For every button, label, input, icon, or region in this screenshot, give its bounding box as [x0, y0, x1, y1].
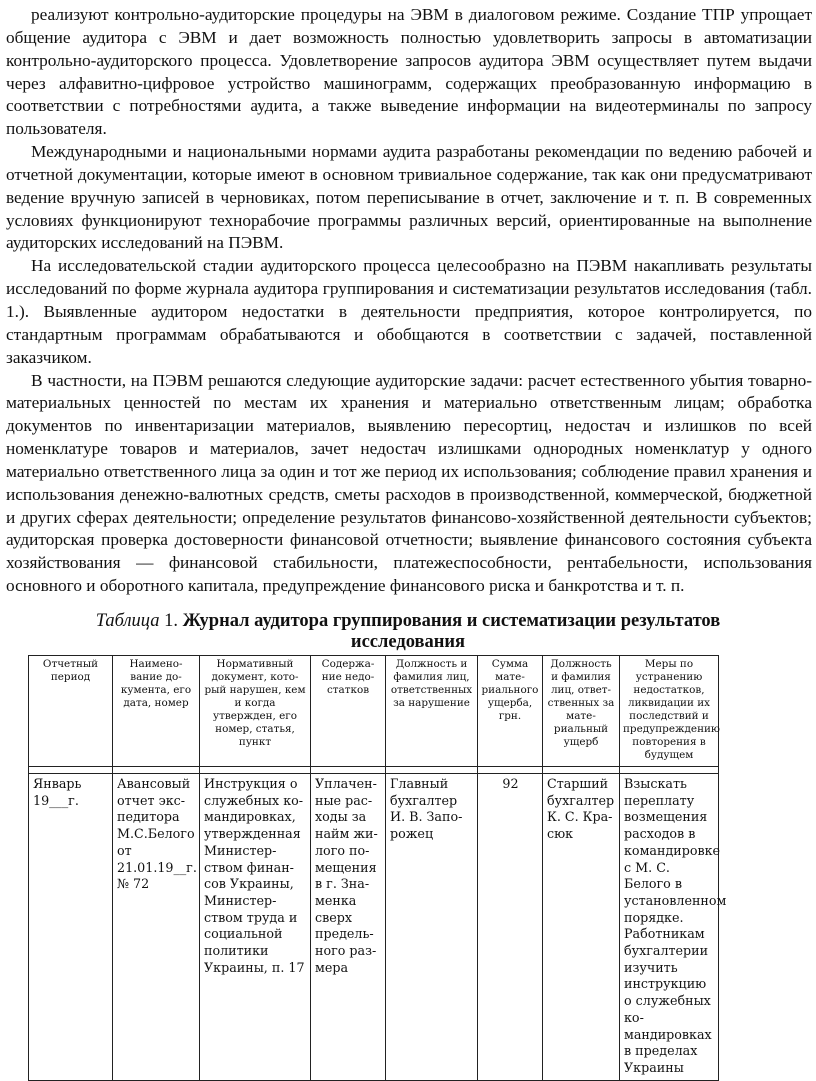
cell-damage-sum: 92 — [478, 774, 543, 1081]
paragraph-audit-tasks: В частности, на ПЭВМ решаются следующие аудиторские задачи: расчет естественного убытия товарно-материальных ценностей по местам их хранения и материально ответственным лицам; обработка документов по инвентаризации материалов, выявлению пересортиц, недостач и излишков по всей номенклатуре товаров и материалов, зачет недостач излишками однородных номенклатур у одного материально ответственного лица за один и тот же период их использования; соблюдение правил хранения и использования денежно-валютных средств, сметы расходов в производственной, коммерческой, бюджетной и других сферах деятельности; определение результатов финансово-хозяйственной деятельности субъектов; аудиторская проверка достоверности финансовой отчетности; выявление финансового состояния субъекта хозяйствования — финансовой стабильности, платежеспособности, рентабельности, использования основного и оборотного капитала, предупреждение финансового риска и банкротства и т. п. — [6, 370, 812, 596]
column-header-deficiency: Содержание недостатков — [311, 656, 386, 767]
cell-violator: Главный бухгалтер И. В. Запорожец — [386, 774, 478, 1081]
table-caption-number: 1. — [159, 611, 183, 631]
paragraph-research-stage: На исследовательской стадии аудиторского процесса целесообразно на ПЭВМ накапливать результаты исследований по форме журнала аудитора группирования и систематизации результатов исследования (табл. 1.). Выявленные аудитором недостатки в деятельности предприятия, которое контролируется, по стандартным программам обрабатываются и обобщаются в соответствии с задачей, поставленной заказчиком. — [6, 256, 812, 367]
column-header-violator: Должность и фамилия лиц, ответственных за нарушение — [386, 656, 478, 767]
body-text — [6, 4, 812, 598]
column-header-measures: Меры по устранению недостатков, ликвидации их последствий и предупреждению повторения в будущем — [620, 656, 719, 767]
table-row — [29, 774, 719, 1081]
column-header-damage-sum: Сумма материального ущерба, грн. — [478, 656, 543, 767]
column-header-liable-person: Должность и фамилия лиц, ответственных за материальный ущерб — [543, 656, 620, 767]
column-header-regulation: Нормативный документ, который нарушен, кем и когда утвержден, его номер, статья, пункт — [200, 656, 311, 767]
column-header-document: Наименование документа, его дата, номер — [113, 656, 200, 767]
cell-period: Январь 19___г. — [29, 774, 113, 1081]
cell-deficiency: Уплаченные расходы за найм жилого помещения в г. Знаменка сверх предельного размера — [311, 774, 386, 1081]
cell-document: Авансовый отчет экспедитора М.С.Белого от 21.01.19__г. № 72 — [113, 774, 200, 1081]
table-header-row — [29, 656, 719, 767]
paragraph-continuation: реализуют контрольно-аудиторские процедуры на ЭВМ в диалоговом режиме. Создание ТПР упрощает общение аудитора с ЭВМ и дает возможность полностью удовлетворить запросы в автоматизации контрольно-аудиторского процесса. Удовлетворение запросов аудитора ЭВМ осуществляет путем выдачи через алфавитно-цифровое устройство машинограмм, содержащих преобразованную информацию в соответствии с потребностями аудита, а также выведение информации на видеотерминалы по запросу пользователя. — [6, 5, 812, 139]
cell-regulation: Инструкция о служебных командировках, утвержденная Министерством финансов Украины, Министерством труда и социальной политики Украины, п. 17 — [200, 774, 311, 1081]
table-caption — [40, 611, 776, 653]
paragraph-norms: Международными и национальными нормами аудита разработаны рекомендации по ведению рабочей и отчетной документации, которые имеют в основном тривиальное содержание, так как они предусматривают ведение вручную записей в черновиках, потом переписывание в отчет, заключение и т. п. В современных условиях функционируют технорабочие программы различных версий, ориентированные на выполнение аудиторских исследований на ПЭВМ. — [6, 142, 812, 253]
cell-measures: Взыскать переплату возмещения расходов в командировке с М. С. Белого в установленном порядке. Работникам бухгалтерии изучить инструкцию о служебных командировках в пределах Украины — [620, 774, 719, 1081]
table-spacer-row — [29, 767, 719, 774]
table-caption-title: Журнал аудитора группирования и систематизации результатов исследования — [182, 611, 721, 652]
table-caption-label: Таблица — [95, 611, 160, 631]
column-header-period: Отчетный период — [29, 656, 113, 767]
cell-liable-person: Старший бухгалтер К. С. Красюк — [543, 774, 620, 1081]
audit-journal-table — [28, 655, 727, 1081]
